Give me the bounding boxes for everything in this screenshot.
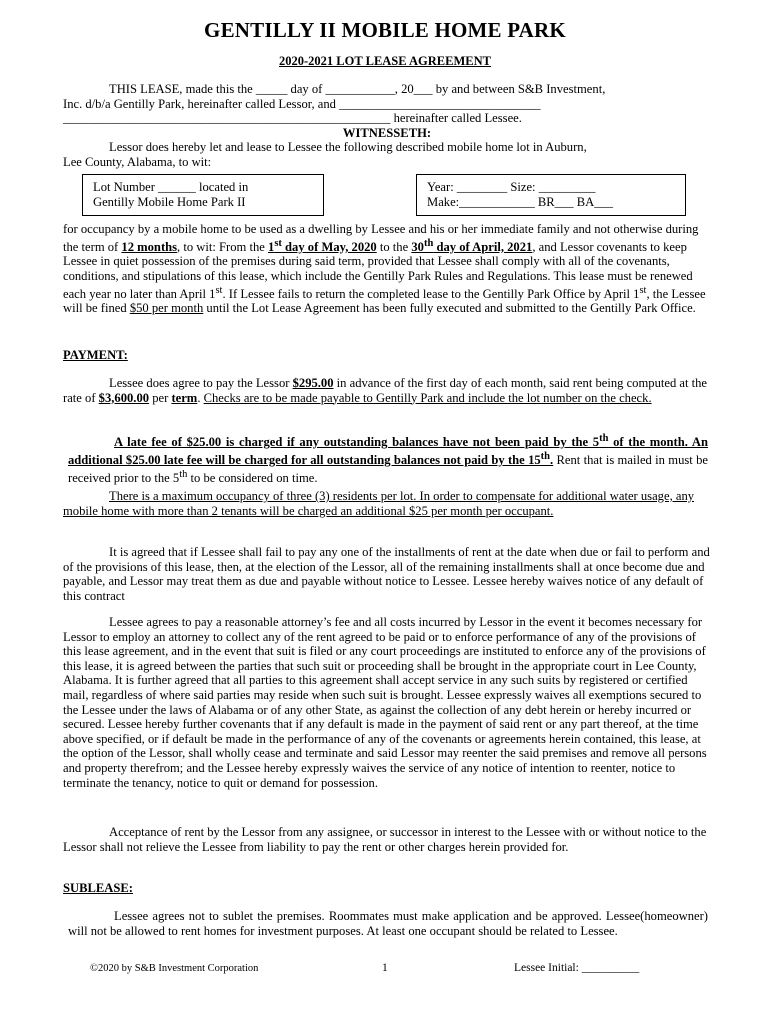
ordinal-suffix: th: [599, 433, 609, 444]
sublease-heading: SUBLEASE:: [63, 881, 133, 895]
max-occupancy-text: There is a maximum occupancy of three (3) residents per lot. In order to compensate for additional water usage, any mobile home with more than 2 tenants will be charged an additional $25 per month per occupant.: [63, 489, 695, 518]
end-month-year: day of April, 2021: [433, 239, 533, 254]
payment-text: in advance of the first day of each month, said rent being computed at the rate of: [63, 376, 708, 405]
payment-paragraph: [63, 376, 711, 405]
occupancy-text: to the: [376, 239, 412, 254]
page-number: 1: [382, 962, 388, 974]
payment-heading: PAYMENT:: [63, 348, 128, 362]
intro-line-3: ____________________________________________________ hereinafter called Lessee.: [63, 111, 522, 126]
occupancy-text: until the Lot Lease Agreement has been fully executed and submitted to the Gentilly Park Office.: [203, 301, 696, 316]
end-day-suffix: th: [423, 237, 434, 249]
sublease-paragraph: [68, 909, 708, 938]
lessee-initial-field: Lessee Initial: __________: [514, 962, 640, 974]
start-date: [268, 237, 377, 254]
intro-line-4: Lessor does hereby let and lease to Lessee the following described mobile home lot in Auburn,: [109, 140, 587, 155]
document-title: GENTILLY II MOBILE HOME PARK: [204, 18, 566, 42]
year-size-line: Year: ________ Size: _________: [427, 180, 596, 194]
late-fee-paragraph: [68, 432, 708, 485]
lease-term: 12 months: [121, 239, 178, 254]
late-fee-text: of the month. An additional $25.00 late fee will be charged for all outstanding balances not paid by the 15: [68, 435, 708, 467]
witnesseth-heading: WITNESSETH:: [342, 125, 432, 140]
late-fee-text: A late fee of $25.00 is charged if any outstanding balances have not been paid by the 5: [114, 435, 600, 450]
home-info-box: [416, 174, 686, 216]
monthly-rent: $295.00: [292, 376, 334, 390]
attorney-fee-paragraph: [63, 615, 711, 790]
occupancy-text: . If Lessee fails to return the completed lease to the Gentilly Park Office by April 1: [222, 286, 640, 301]
intro-line-1: THIS LEASE, made this the _____ day of ___________, 20___ by and between S&B Investment,: [109, 82, 606, 96]
ordinal-suffix: st: [639, 284, 647, 296]
park-name-line: Gentilly Mobile Home Park II: [93, 195, 246, 209]
late-fee-text: .: [550, 452, 554, 467]
payment-text: Lessee does agree to pay the Lessor: [109, 376, 293, 390]
occupancy-text: for occupancy by a mobile home to be used as a dwelling by Lessee and his or her immediate family and not otherwise during the term of: [63, 222, 699, 254]
intro-section: [63, 82, 711, 170]
term-word: term: [171, 390, 198, 405]
sublease-text: Lessee agrees not to sublet the premises. Roommates must make application and be approved. Lessee(homeowner) will not be allowed to rent homes for investment purposes. At least one occupant should be related to Lessee.: [68, 909, 708, 938]
check-instructions: Checks are to be made payable to Gentilly Park and include the lot number on the check.: [203, 390, 652, 405]
intro-line-2: Inc. d/b/a Gentilly Park, hereinafter called Lessor, and ________________________________: [63, 96, 541, 111]
ordinal-suffix: st: [215, 284, 223, 296]
end-day: 30: [411, 239, 424, 254]
document-subtitle: 2020-2021 LOT LEASE AGREEMENT: [279, 54, 491, 68]
copyright-notice: ©2020 by S&B Investment Corporation: [90, 963, 259, 974]
intro-line-5: Lee County, Alabama, to wit:: [63, 154, 212, 169]
make-br-ba-line: Make:____________ BR___ BA___: [427, 195, 614, 209]
start-day: 1: [268, 239, 275, 254]
attorney-fee-text: Lessee agrees to pay a reasonable attorney’s fee and all costs incurred by Lessor in the event it becomes necessary for Lessor to employ an attorney to collect any of the rent agreed to be paid or to enforce performance of any of the provisions of this lease agreement, and in the event that suit is filed or any court proceedings are instituted to enforce any of the provisions of this lease, it is agreed between the parties that such suit or proceeding shall be brought in the appropriate court in Lee County, Alabama. It is further agreed that all parties to this agreement shall accept service in any such suits by registered or certified mail, regardless of where said parties may reside when such suit is brought. Lessee expressly waives all exemptions secured to the Lessee under the laws of Alabama or of any other State, as against the collection of any debt herein or hereby incurred or secured. Lessee hereby further covenants that if any default is made in the payment of said rent or any part thereof, at the time above specified, or if default be made in the performance of any of the covenants or agreements herein contained, this lease, at the option of the Lessor, shall wholly cease and terminate and said Lessor may reenter the said premises and remove all persons and property therefrom; and the Lessee hereby expressly waives the service of any notice of intention to reenter, notice to terminate the tenancy, notice to quit or demand for possession.: [63, 615, 707, 790]
payment-text: per: [149, 390, 172, 405]
mail-rent-text: to be considered on time.: [187, 470, 318, 485]
occupancy-text: , and Lessor covenants to keep Lessee in quiet possession of the premises during said term, provided that Lessee shall comply with all of the covenants, conditions, and stipulations of this lease, which include the Gentilly Park Rules and Regulations. This lease must be renewed each year no later than April 1: [63, 239, 693, 301]
acceptance-paragraph: [63, 825, 711, 854]
lot-number-line: Lot Number ______ located in: [93, 180, 249, 194]
payment-text: .: [197, 390, 204, 405]
end-date: [411, 237, 533, 254]
late-renewal-fine: $50 per month: [129, 301, 204, 316]
occupancy-text: , the Lessee will be fined: [63, 286, 706, 316]
start-day-suffix: st: [274, 237, 282, 249]
ordinal-suffix: th: [179, 468, 188, 480]
default-paragraph: [63, 545, 711, 603]
mail-rent-text: Rent that is mailed in must be received prior to the 5: [68, 452, 708, 485]
start-month-year: day of May, 2020: [281, 239, 377, 254]
occupancy-text: , to wit: From the: [177, 239, 269, 254]
max-occupancy-paragraph: [63, 489, 711, 518]
ordinal-suffix: th: [540, 450, 551, 462]
occupancy-paragraph: [63, 222, 711, 316]
annual-rent: $3,600.00: [98, 390, 150, 405]
lot-info-box: [82, 174, 324, 216]
default-text: It is agreed that if Lessee shall fail to pay any one of the installments of rent at the date when due or fail to perform and of the provisions of this lease, then, at the election of the Lessor, all of the remaining installments shall at once become due and payable, and Lessor may treat them as due and payable without notice to Lessee. Lessee hereby waives notice of any default of this contract: [63, 545, 710, 603]
acceptance-text: Acceptance of rent by the Lessor from any assignee, or successor in interest to the Lessee with or without notice to the Lessor shall not relieve the Lessee from liability to pay the rent or other charges herein provided for.: [63, 825, 707, 854]
